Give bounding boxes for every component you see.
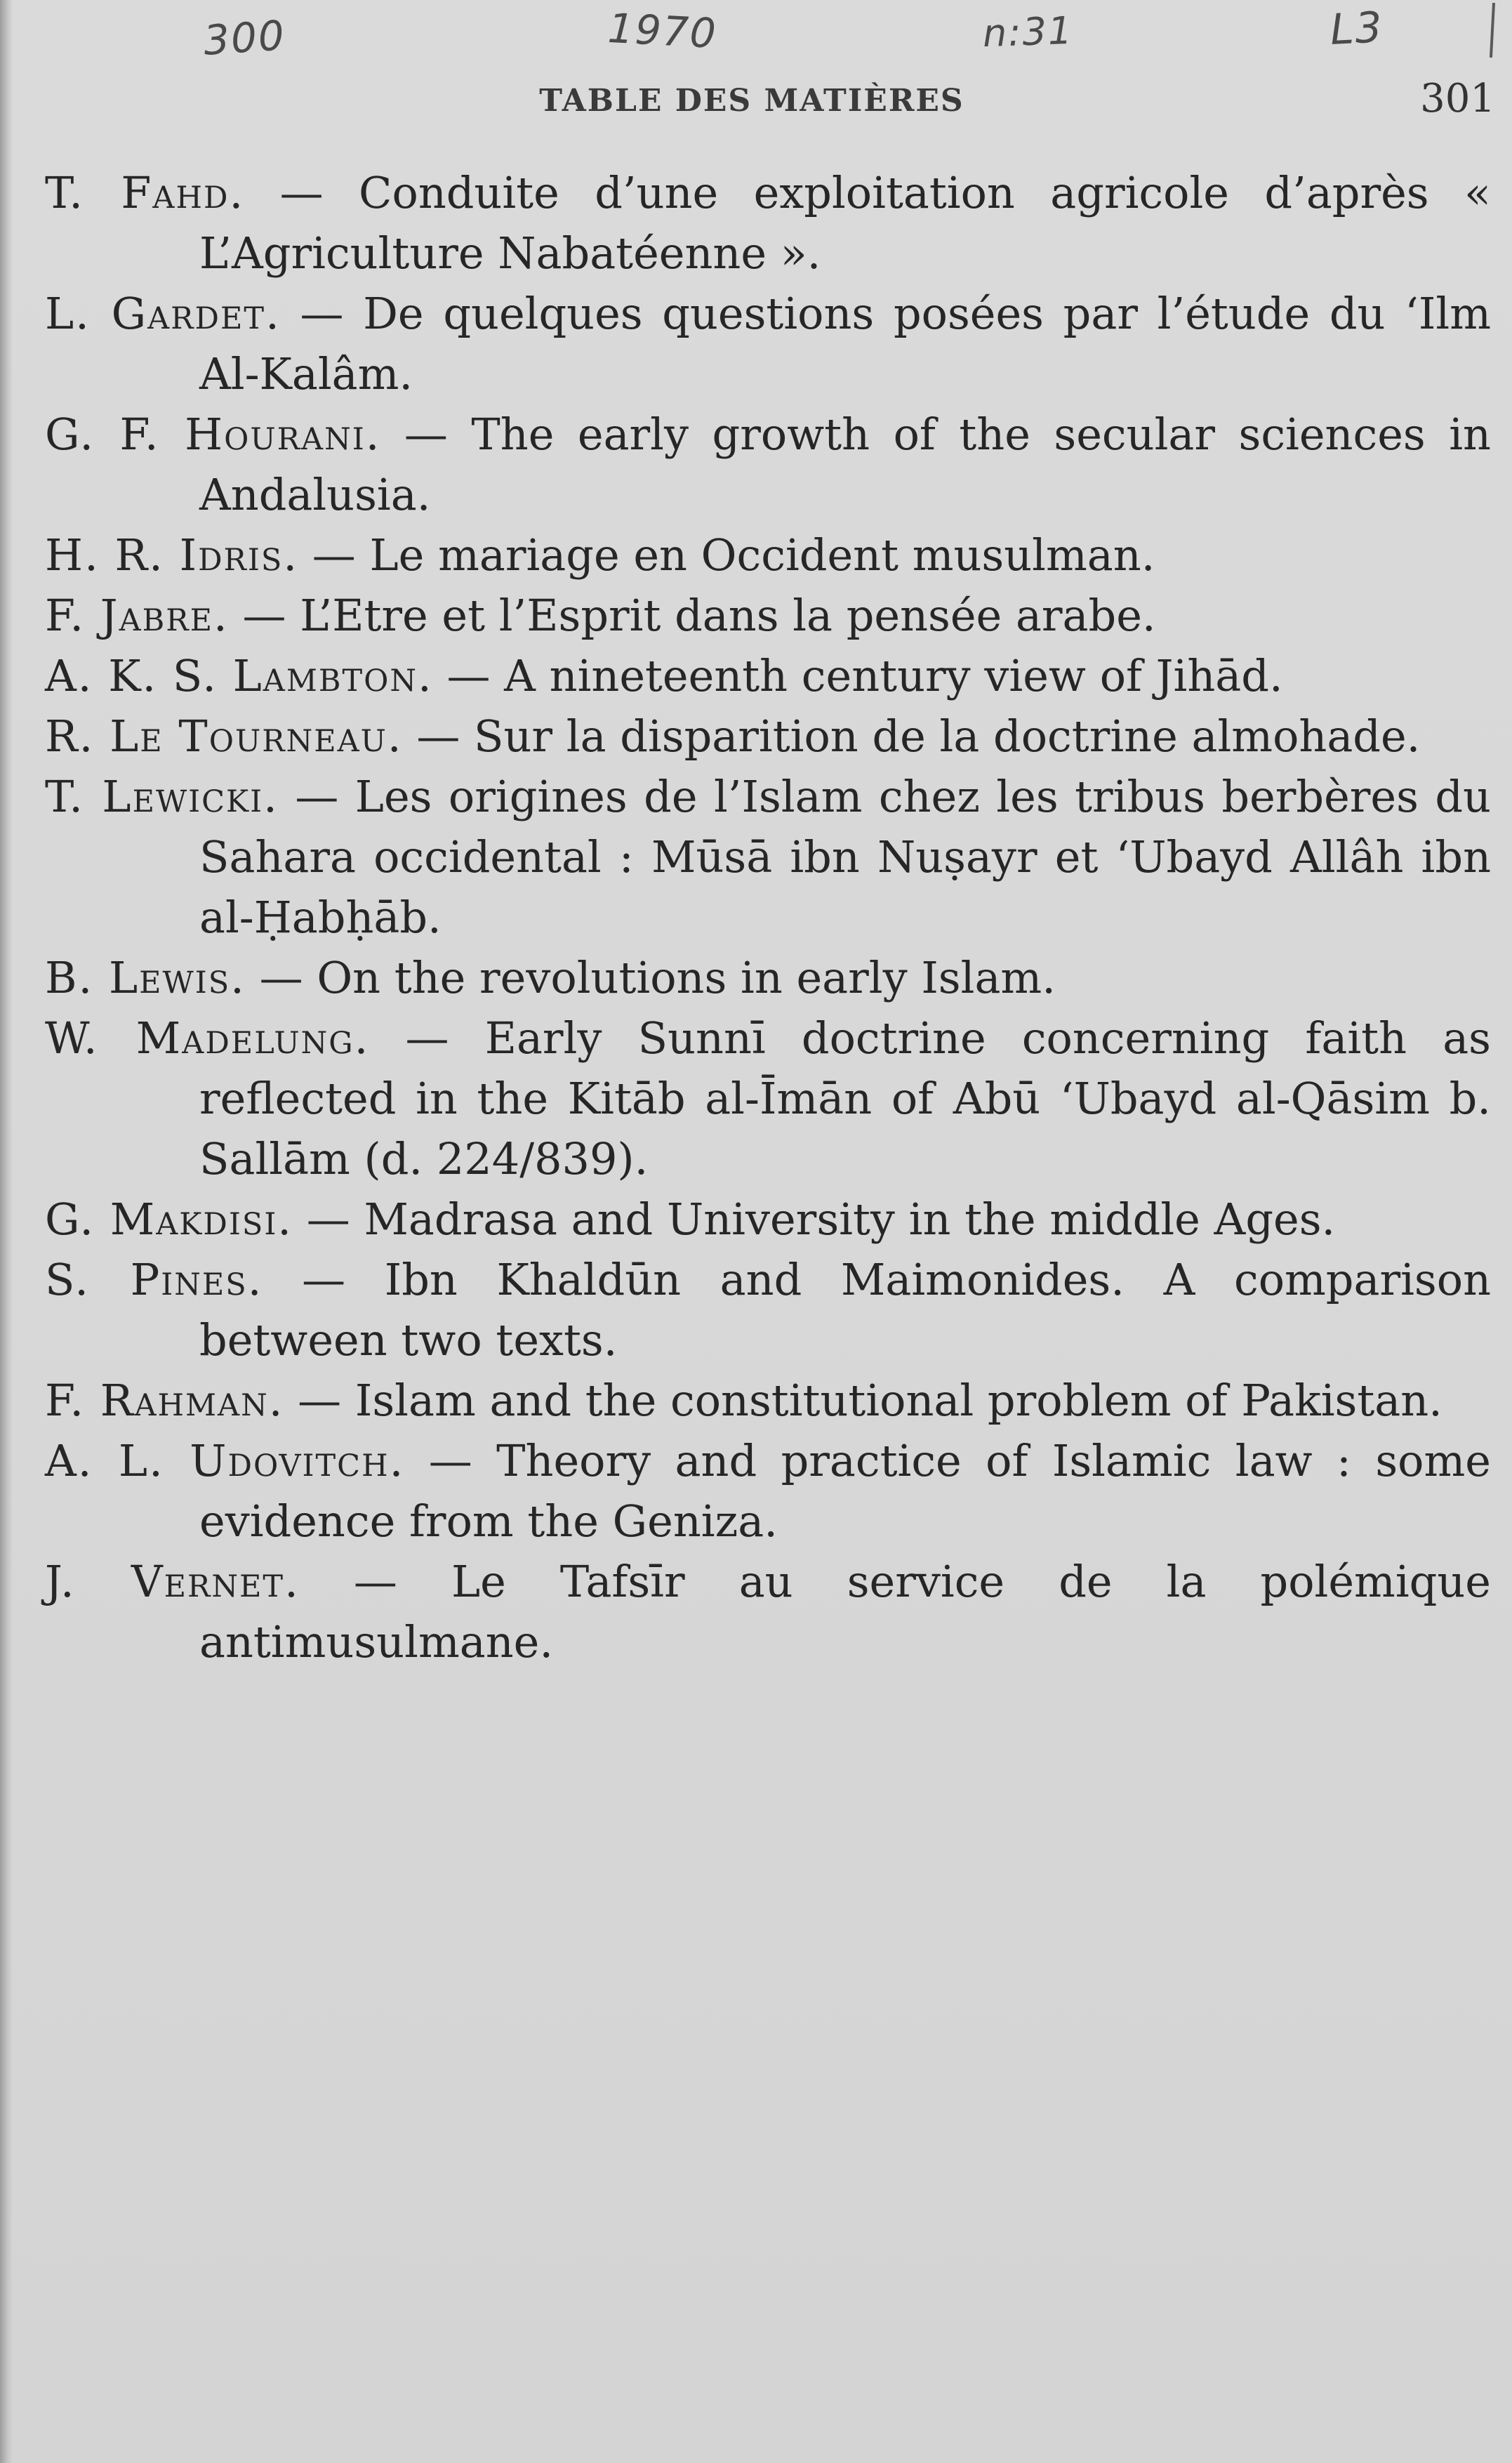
- entry-title: The early growth of the secular sciences in Andalusia.: [199, 409, 1491, 520]
- toc-entry: [45, 1371, 1491, 1431]
- pencil-mark: [1490, 3, 1495, 58]
- entry-title: Le Tafsīr au service de la polémique antimusulmane.: [199, 1556, 1491, 1668]
- toc-entry: [45, 1552, 1491, 1672]
- entry-title: L’Etre et l’Esprit dans la pensée arabe.: [300, 590, 1156, 641]
- entry-title: Conduite d’une exploitation agricole d’après « L’Agriculture Nabatéenne ».: [199, 167, 1491, 279]
- entry-separator: —: [380, 409, 472, 460]
- toc-entry: [45, 767, 1491, 948]
- entry-title: Ibn Khaldūn and Maimonides. A comparison between two texts.: [199, 1254, 1491, 1366]
- handwritten-note: 1970: [606, 4, 719, 58]
- entry-author: G. Makdisi.: [45, 1194, 293, 1245]
- handwritten-note: n:31: [981, 8, 1075, 56]
- entry-separator: —: [245, 952, 317, 1003]
- entry-title: De quelques questions posées par l’étude du ‘Ilm Al-Kalâm.: [199, 288, 1491, 400]
- entry-separator: —: [284, 1375, 355, 1426]
- entry-separator: —: [280, 288, 364, 339]
- handwritten-note: L3: [1329, 3, 1385, 55]
- entry-author: H. R. Idris.: [45, 529, 299, 581]
- handwritten-note: 300: [201, 11, 287, 65]
- entry-separator: —: [228, 590, 300, 641]
- entry-author: T. Fahd.: [45, 167, 245, 218]
- entry-author: L. Gardet.: [45, 288, 281, 339]
- entry-title: Theory and practice of Islamic law : some evidence from the Geniza.: [199, 1435, 1491, 1547]
- entry-separator: —: [263, 1254, 385, 1305]
- table-of-contents: [45, 163, 1491, 1672]
- entry-title: On the revolutions in early Islam.: [317, 952, 1056, 1003]
- entry-title: Early Sunnī doctrine concerning faith as reflected in the Kitāb al-Īmān of Abū ‘Ubayd al-Qāsim b. Sallām (d. 224/839).: [199, 1012, 1491, 1184]
- running-head: TABLE DES MATIÈRES: [539, 83, 964, 119]
- entry-title: Le mariage en Occident musulman.: [369, 529, 1155, 581]
- entry-separator: —: [278, 771, 355, 822]
- entry-author: F. Jabre.: [45, 590, 229, 641]
- entry-separator: —: [369, 1012, 485, 1064]
- toc-entry: [45, 1431, 1491, 1552]
- entry-title: Madrasa and University in the middle Ages.: [364, 1194, 1336, 1245]
- toc-entry: [45, 525, 1491, 586]
- toc-entry: [45, 586, 1491, 646]
- entry-separator: —: [404, 1435, 497, 1486]
- toc-entry: [45, 1008, 1491, 1189]
- entry-title: A nineteenth century view of Jihād.: [504, 650, 1283, 701]
- entry-title: Islam and the constitutional problem of Pakistan.: [354, 1375, 1443, 1426]
- toc-entry: [45, 646, 1491, 706]
- entry-author: T. Lewicki.: [45, 771, 279, 822]
- entry-separator: —: [298, 529, 370, 581]
- entry-separator: —: [244, 167, 359, 218]
- toc-entry: [45, 1250, 1491, 1371]
- toc-entry: [45, 163, 1491, 284]
- entry-author: R. Le Tourneau.: [45, 711, 403, 762]
- entry-author: W. Madelung.: [45, 1012, 370, 1064]
- entry-author: J. Vernet.: [45, 1556, 300, 1607]
- entry-separator: —: [293, 1194, 364, 1245]
- entry-author: A. K. S. Lambton.: [45, 650, 433, 701]
- binding-shadow: [0, 0, 13, 2463]
- entry-title: Sur la disparition de la doctrine almohade.: [474, 711, 1421, 762]
- entry-separator: —: [432, 650, 505, 701]
- entry-author: B. Lewis.: [45, 952, 246, 1003]
- entry-separator: —: [299, 1556, 451, 1607]
- entry-author: A. L. Udovitch.: [45, 1435, 405, 1486]
- entry-author: F. Rahman.: [45, 1375, 284, 1426]
- toc-entry: [45, 1189, 1491, 1250]
- entry-separator: —: [402, 711, 475, 762]
- page-number: 301: [1420, 76, 1495, 121]
- entry-title: Les origines de l’Islam chez les tribus berbères du Sahara occidental : Mūsā ibn Nuṣayr et ‘Ubayd Allâh ibn al-Ḥabḥāb.: [199, 771, 1491, 943]
- toc-entry: [45, 284, 1491, 404]
- entry-author: S. Pines.: [45, 1254, 263, 1305]
- entry-author: G. F. Hourani.: [45, 409, 381, 460]
- toc-entry: [45, 948, 1491, 1008]
- toc-entry: [45, 404, 1491, 525]
- toc-entry: [45, 706, 1491, 767]
